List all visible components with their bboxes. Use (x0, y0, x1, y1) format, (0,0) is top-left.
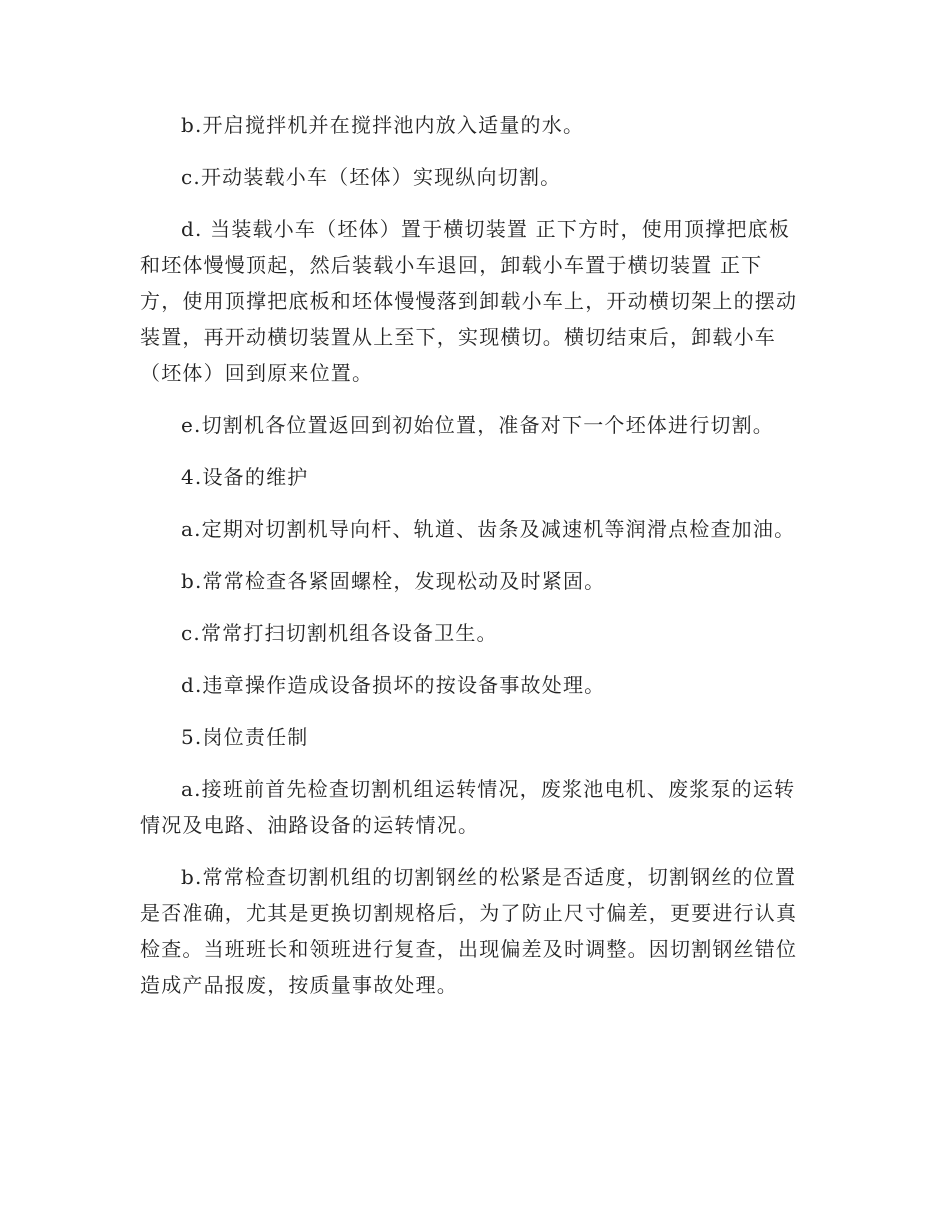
paragraph-maintenance-b: b.常常检查各紧固螺栓，发现松动及时紧固。 (181, 569, 606, 593)
section-heading-maintenance: 4.设备的维护 (181, 465, 309, 489)
section-heading-responsibility: 5.岗位责任制 (181, 725, 309, 749)
paragraph-step-b: b.开启搅拌机并在搅拌池内放入适量的水。 (181, 113, 585, 137)
paragraph-responsibility-b: b.常常检查切割机组的切割钢丝的松紧是否适度，切割钢丝的位置是否准确，尤其是更换切割规格后，为了防止尺寸偏差，更要进行认真检查。当班班长和领班进行复查，出现偏差及时调整。因切割钢丝错位造成产品报废，按质量事故处理。 (140, 865, 798, 997)
paragraph-step-e: e.切割机各位置返回到初始位置，准备对下一个坯体进行切割。 (181, 413, 774, 437)
paragraph-maintenance-c: c.常常打扫切割机组各设备卫生。 (181, 621, 498, 645)
document-body (140, 107, 800, 1019)
paragraph-step-c: c.开动装载小车（坯体）实现纵向切割。 (181, 165, 562, 189)
paragraph-maintenance-a: a.定期对切割机导向杆、轨道、齿条及减速机等润滑点检查加油。 (181, 517, 796, 541)
paragraph-step-d: d. 当装载小车（坯体）置于横切装置 正下方时，使用顶撑把底板和坯体慢慢顶起，然后装载小车退回，卸载小车置于横切装置 正下方，使用顶撑把底板和坯体慢慢落到卸载小车上，开动横切架上的摆动装置，再开动横切装置从上至下，实现横切。横切结束后，卸载小车（坯体）回到原来位置。 (140, 217, 798, 385)
paragraph-maintenance-d: d.违章操作造成设备损坏的按设备事故处理。 (181, 673, 606, 697)
paragraph-responsibility-a: a.接班前首先检查切割机组运转情况，废浆池电机、废浆泵的运转情况及电路、油路设备的运转情况。 (140, 777, 796, 837)
